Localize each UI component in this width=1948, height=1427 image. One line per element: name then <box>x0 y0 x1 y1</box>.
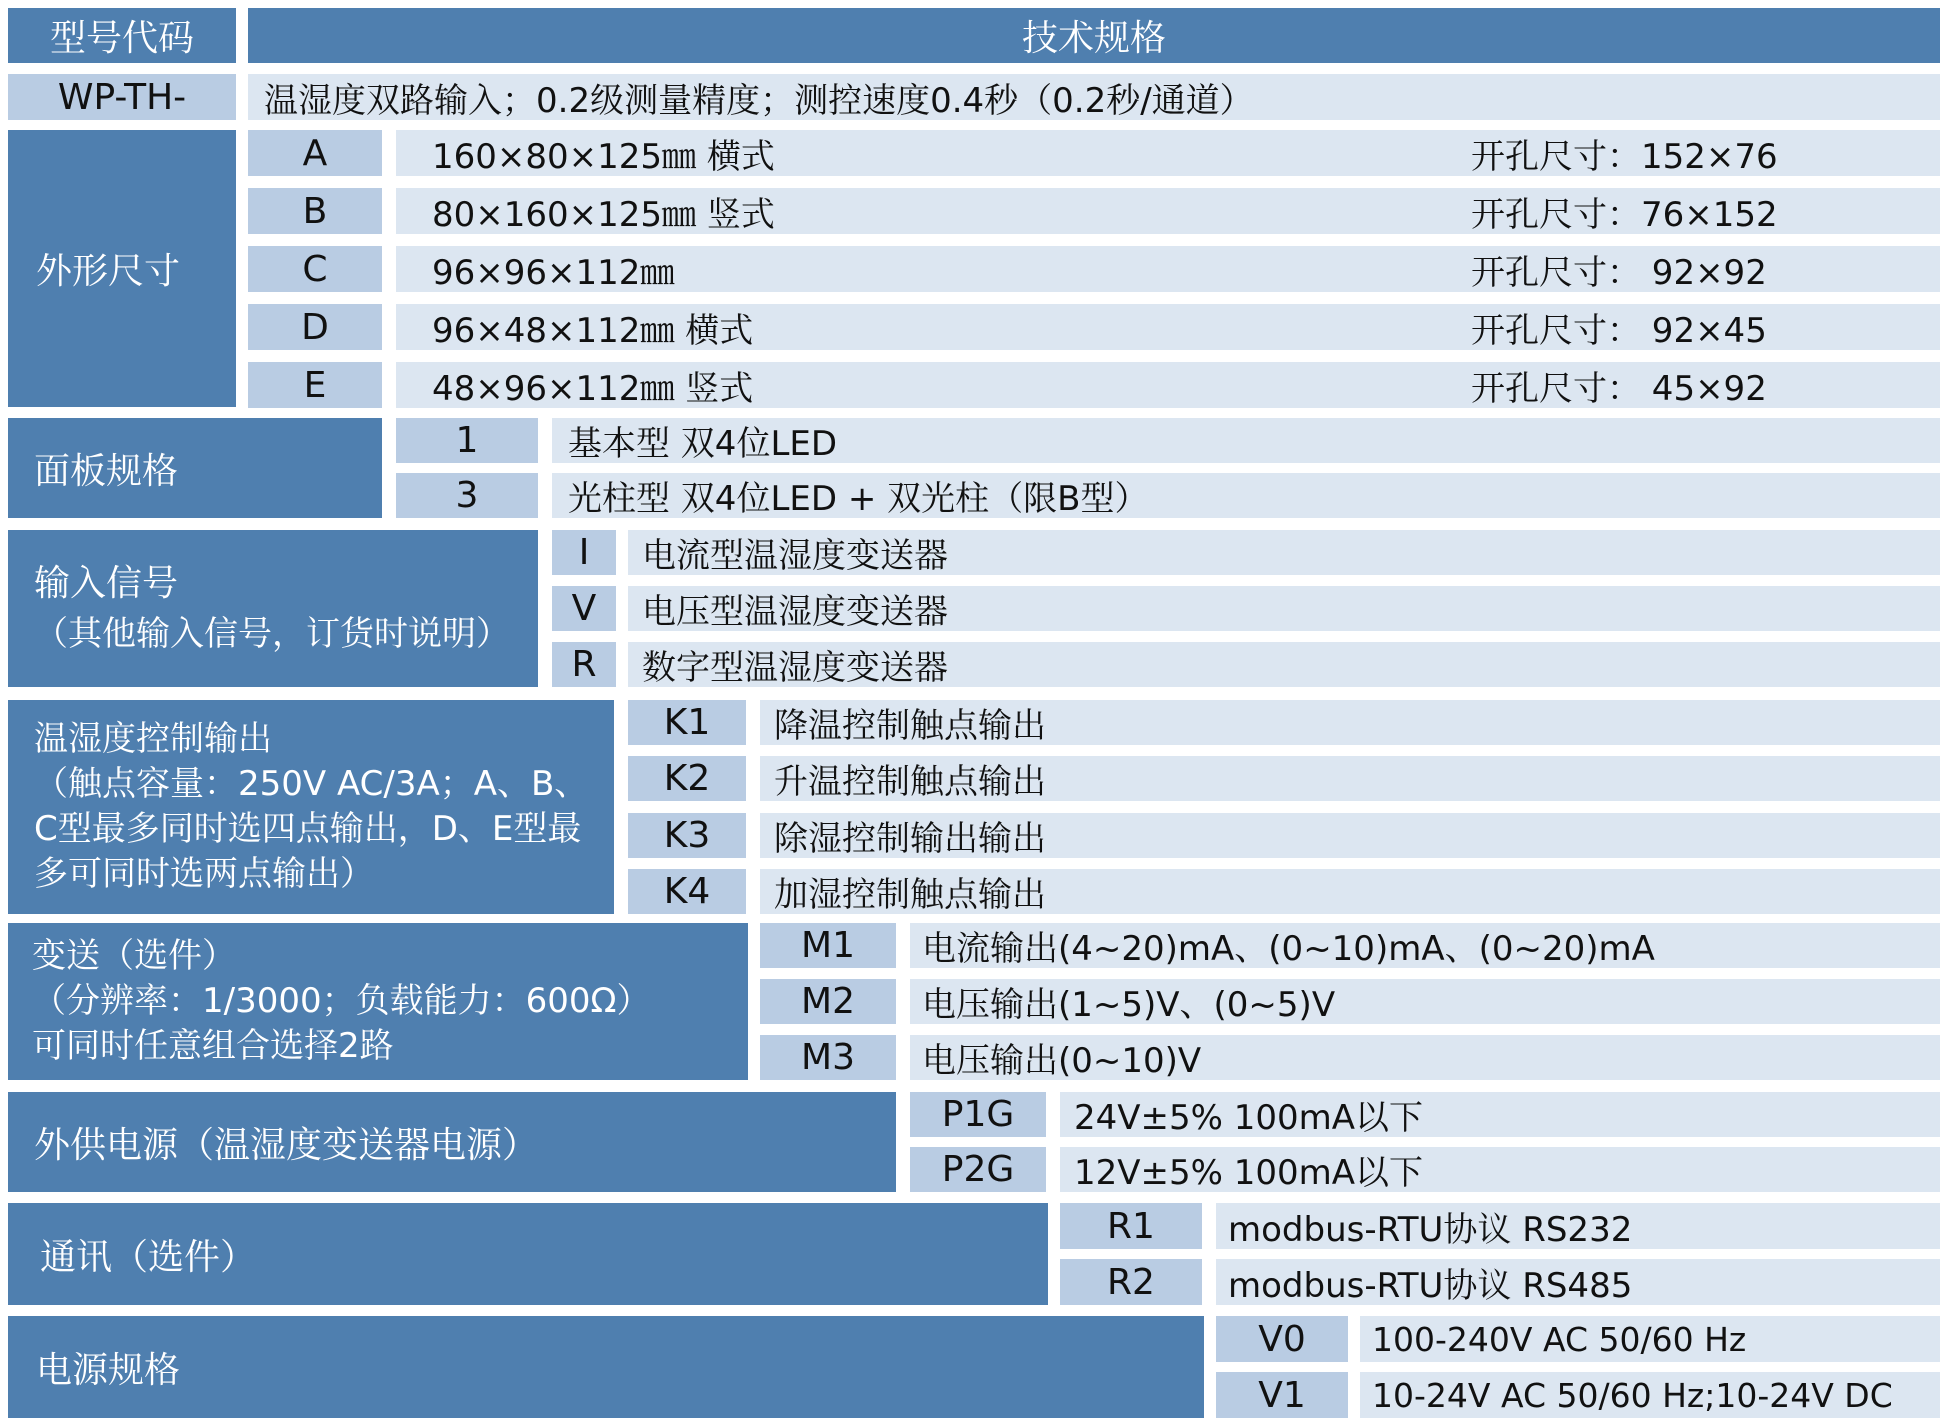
input-note: （其他输入信号，订货时说明） <box>34 613 510 654</box>
power-description: 100-240V AC 50/60 Hz <box>1360 1316 1940 1362</box>
input-description: 电流型温湿度变送器 <box>628 530 1940 575</box>
transmit-code: M1 <box>760 923 896 968</box>
control-description: 除湿控制输出输出 <box>760 813 1940 858</box>
dimension-row <box>396 188 1940 234</box>
dimension-code: C <box>248 246 382 292</box>
transmit-description: 电流输出(4~20)mA、(0~10)mA、(0~20)mA <box>910 923 1940 968</box>
supply-code: P1G <box>910 1092 1046 1137</box>
comm-label: 通讯（选件） <box>8 1203 1048 1305</box>
dimension-cutout: 开孔尺寸：152×76 <box>1471 136 1778 176</box>
dimension-code: E <box>248 362 382 408</box>
transmit-description: 电压输出(1~5)V、(0~5)V <box>910 979 1940 1024</box>
input-code: R <box>552 642 616 687</box>
dimension-size: 80×160×125㎜ 竖式 <box>432 194 775 234</box>
dimension-size: 160×80×125㎜ 横式 <box>432 136 775 176</box>
control-label-line: 多可同时选两点输出） <box>34 854 374 894</box>
control-code: K1 <box>628 700 746 745</box>
dimension-code: B <box>248 188 382 234</box>
dimension-cutout: 开孔尺寸： 92×92 <box>1471 252 1767 292</box>
control-label-line: 温湿度控制输出 <box>34 719 272 759</box>
transmit-label-line: 可同时任意组合选择2路 <box>32 1026 394 1066</box>
supply-description: 12V±5% 100mA以下 <box>1060 1147 1940 1192</box>
comm-description: modbus-RTU协议 RS232 <box>1216 1203 1940 1249</box>
power-label: 电源规格 <box>8 1316 1204 1418</box>
input-description: 数字型温湿度变送器 <box>628 642 1940 687</box>
control-label-line: C型最多同时选四点输出，D、E型最 <box>34 809 582 849</box>
dimension-cutout: 开孔尺寸：76×152 <box>1471 194 1778 234</box>
control-code: K2 <box>628 756 746 801</box>
control-description: 升温控制触点输出 <box>760 756 1940 801</box>
panel-label: 面板规格 <box>8 418 382 518</box>
model-code: WP-TH- <box>8 74 236 120</box>
transmit-label-line: （分辨率：1/3000；负载能力：600Ω） <box>32 981 651 1021</box>
dimension-cutout: 开孔尺寸： 92×45 <box>1471 310 1767 350</box>
transmit-code: M3 <box>760 1035 896 1080</box>
dimension-code: A <box>248 130 382 176</box>
dimension-row <box>396 246 1940 292</box>
control-description: 加湿控制触点输出 <box>760 869 1940 914</box>
dimension-size: 48×96×112㎜ 竖式 <box>432 368 754 408</box>
control-code: K3 <box>628 813 746 858</box>
power-code: V1 <box>1216 1372 1348 1418</box>
model-description: 温湿度双路输入；0.2级测量精度；测控速度0.4秒（0.2秒/通道） <box>248 74 1940 120</box>
panel-description: 基本型 双4位LED <box>552 418 1940 463</box>
transmit-code: M2 <box>760 979 896 1024</box>
dimension-size: 96×48×112㎜ 横式 <box>432 310 754 350</box>
input-code: I <box>552 530 616 575</box>
input-code: V <box>552 586 616 631</box>
transmit-label-line: 变送（选件） <box>32 936 236 976</box>
transmit-label <box>8 923 748 1080</box>
control-description: 降温控制触点输出 <box>760 700 1940 745</box>
dimension-row <box>396 130 1940 176</box>
panel-description: 光柱型 双4位LED + 双光柱（限B型） <box>552 473 1940 518</box>
comm-description: modbus-RTU协议 RS485 <box>1216 1259 1940 1305</box>
header-spec: 技术规格 <box>248 8 1940 63</box>
dimension-cutout: 开孔尺寸： 45×92 <box>1471 368 1767 408</box>
input-description: 电压型温湿度变送器 <box>628 586 1940 631</box>
control-label-line: （触点容量：250V AC/3A；A、B、 <box>34 764 589 804</box>
supply-label: 外供电源（温湿度变送器电源） <box>8 1092 896 1192</box>
dimension-size: 96×96×112㎜ <box>432 252 675 292</box>
panel-code: 3 <box>396 473 538 518</box>
dimensions-label: 外形尺寸 <box>8 130 236 407</box>
power-description: 10-24V AC 50/60 Hz;10-24V DC <box>1360 1372 1940 1418</box>
transmit-description: 电压输出(0~10)V <box>910 1035 1940 1080</box>
dimension-code: D <box>248 304 382 350</box>
dimension-row <box>396 362 1940 408</box>
supply-code: P2G <box>910 1147 1046 1192</box>
input-title: 输入信号 <box>34 562 179 604</box>
control-code: K4 <box>628 869 746 914</box>
power-code: V0 <box>1216 1316 1348 1362</box>
input-label <box>8 530 538 687</box>
comm-code: R2 <box>1060 1259 1202 1305</box>
control-label <box>8 700 614 914</box>
dimension-row <box>396 304 1940 350</box>
comm-code: R1 <box>1060 1203 1202 1249</box>
supply-description: 24V±5% 100mA以下 <box>1060 1092 1940 1137</box>
header-model-code: 型号代码 <box>8 8 236 63</box>
panel-code: 1 <box>396 418 538 463</box>
